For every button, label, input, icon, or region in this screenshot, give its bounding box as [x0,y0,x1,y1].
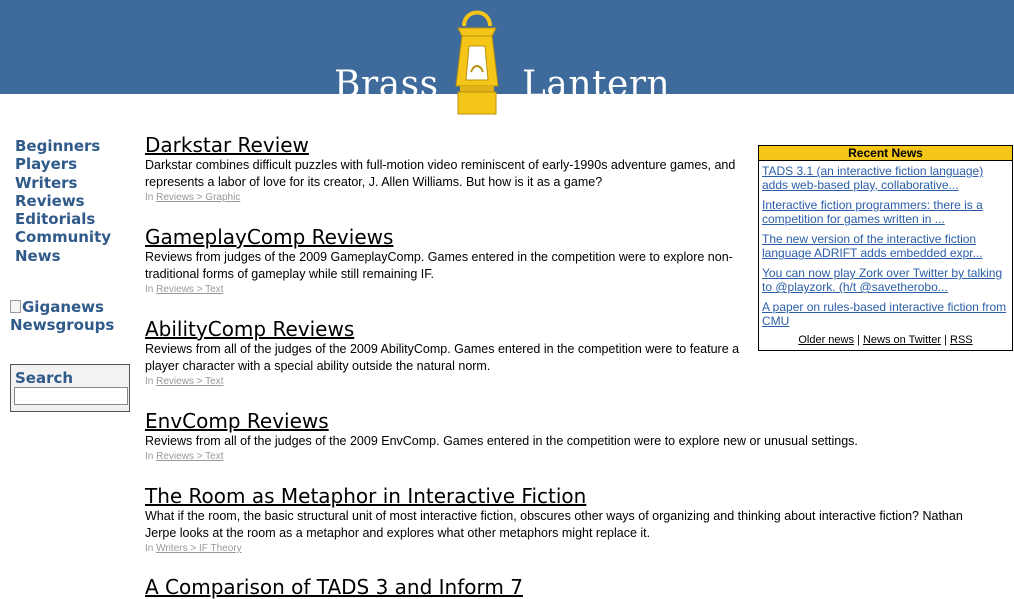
news-item-link[interactable]: TADS 3.1 (an interactive fiction language) adds web-based play, collaborative... [762,164,984,192]
article-meta [145,375,745,388]
article-category-link[interactable]: Reviews > Graphic [156,192,241,203]
article-item [145,484,995,555]
news-item-link[interactable]: Interactive fiction programmers: there is a competition for games written in ... [762,198,983,226]
sponsor-line-2: Newsgroups [10,316,115,334]
article-description: What if the room, the basic structural unit of most interactive fiction, obscures other ways of organizing and thinking about interactive fiction? Nathan Jerpe looks at the room as a metaphor and explores what other metaphors might replace it. [145,509,963,540]
logo-word-lantern: Lantern [522,64,671,105]
meta-prefix: In [145,543,154,554]
article-title-link[interactable]: GameplayComp Reviews [145,225,394,249]
nav-reviews[interactable]: Reviews [15,191,85,210]
article-description: Darkstar combines difficult puzzles with full-motion video reminiscent of early-1990s adventure games, and represents a labor of love for its creator, J. Allen Williams. But how is it as a game? [145,158,736,189]
left-navigation [15,137,111,265]
article-title-link[interactable]: Darkstar Review [145,133,309,157]
nav-editorials[interactable]: Editorials [15,210,96,229]
article-item [145,317,745,388]
site-logo[interactable] [330,6,690,116]
article-description: Reviews from judges of the 2009 GameplayComp. Games entered in the competition were to explore non-traditional forms of gameplay while still remaining IF. [145,250,733,281]
news-on-twitter-link[interactable]: News on Twitter [862,334,942,346]
article-category-link[interactable]: Writers > IF Theory [156,543,242,554]
news-item-link[interactable]: A paper on rules-based interactive fiction from CMU [762,300,1007,328]
search-input[interactable] [14,387,128,405]
article-meta [145,191,745,204]
article-meta [145,542,995,555]
meta-prefix: In [145,376,154,387]
search-label: Search [15,369,74,387]
sponsor-line-1: Giganews [22,298,104,316]
article-title-link[interactable]: A Comparison of TADS 3 and Inform 7 [145,575,523,599]
article-item [145,225,745,296]
lantern-icon [442,6,512,116]
separator: | [857,334,860,346]
article-title-link[interactable]: EnvComp Reviews [145,409,329,433]
article-meta [145,450,925,463]
nav-news[interactable]: News [15,246,61,265]
nav-community[interactable]: Community [15,228,112,247]
news-footer [759,334,1012,346]
article-category-link[interactable]: Reviews > Text [156,451,224,462]
rss-link[interactable]: RSS [950,334,973,346]
meta-prefix: In [145,284,154,295]
older-news-link[interactable]: Older news [798,334,854,346]
nav-writers[interactable]: Writers [15,173,78,192]
news-list [759,161,1012,328]
nav-players[interactable]: Players [15,155,78,174]
recent-news-heading: Recent News [759,146,1012,161]
broken-image-icon [10,300,21,313]
logo-word-brass: Brass [334,64,439,105]
news-item-link[interactable]: The new version of the interactive fiction language ADRIFT adds embedded expr... [762,232,983,260]
article-description: Reviews from all of the judges of the 2009 AbilityComp. Games entered in the competition were to feature a player character with a special ability outside the natural norm. [145,342,740,373]
sponsor-image-link[interactable] [10,298,140,334]
meta-prefix: In [145,451,154,462]
nav-beginners[interactable]: Beginners [15,137,101,155]
article-item [145,575,745,599]
article-category-link[interactable]: Reviews > Text [156,376,224,387]
news-item-link[interactable]: You can now play Zork over Twitter by talking to @playzork. (h/t @savetherobo... [762,266,1003,294]
article-description: Reviews from all of the judges of the 2009 EnvComp. Games entered in the competition were to explore new or unusual settings. [145,434,858,448]
article-title-link[interactable]: The Room as Metaphor in Interactive Fiction [145,484,587,508]
article-category-link[interactable]: Reviews > Text [156,284,224,295]
meta-prefix: In [145,192,154,203]
article-item [145,409,925,463]
search-box [10,364,130,412]
separator: | [944,334,947,346]
article-title-link[interactable]: AbilityComp Reviews [145,317,355,341]
article-item [145,133,745,204]
article-meta [145,283,745,296]
recent-news-panel [758,145,1013,351]
